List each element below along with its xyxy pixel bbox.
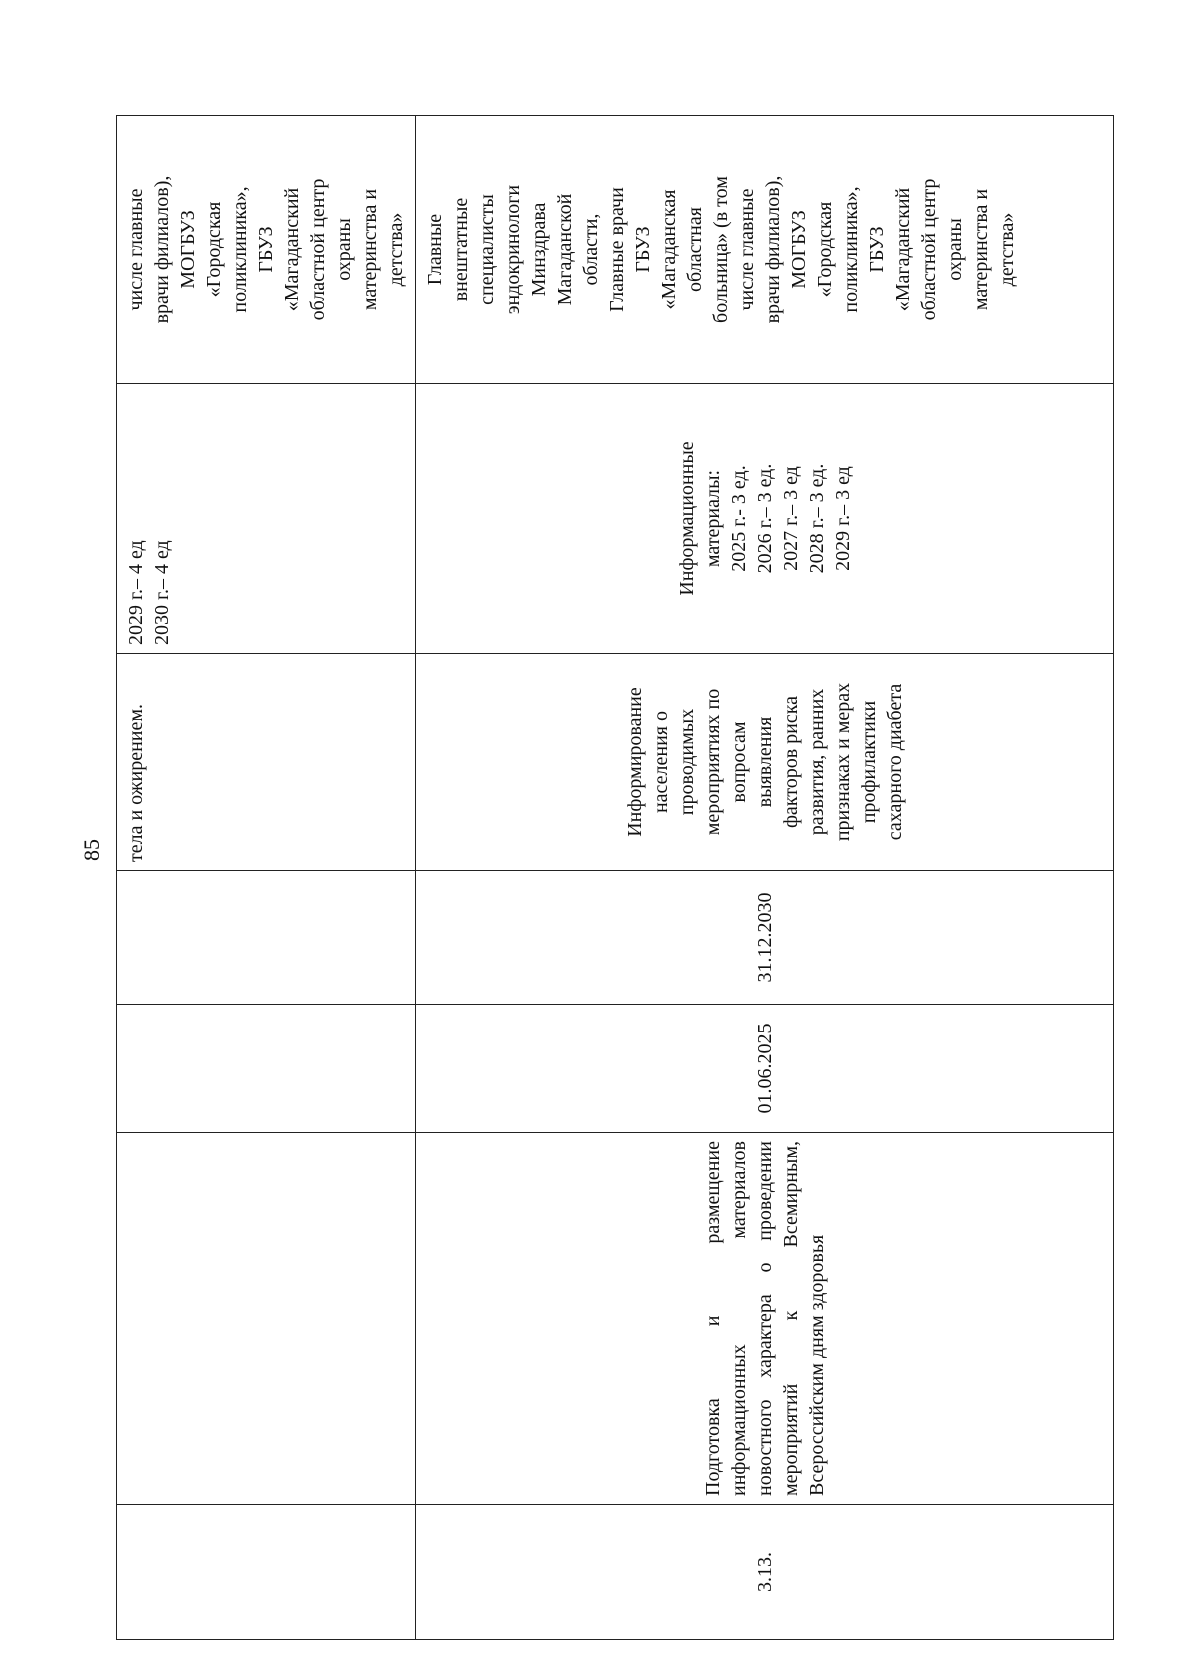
responsible-line: Главные — [424, 213, 446, 286]
responsible-line: материнства и — [359, 188, 381, 311]
indicator-line: 2027 г.– 3 ед — [779, 466, 802, 571]
responsible-line: ГБУЗ — [255, 226, 277, 273]
cell-responsible — [416, 116, 1114, 384]
responsible-line: «Городская — [203, 201, 225, 298]
responsible-line: «Магаданский — [892, 187, 914, 312]
indicator-line: 2025 г.- 3 ед. — [727, 465, 750, 572]
page-number-text: 85 — [79, 839, 104, 861]
responsible-line: области, — [580, 213, 602, 286]
cell-responsible — [117, 116, 416, 384]
responsible-line: врачи филиалов), — [762, 175, 784, 324]
table-row — [416, 116, 1114, 1640]
responsible-line: МОГБУЗ — [177, 210, 199, 289]
responsible-line: специалисты — [476, 194, 498, 305]
activity-text: Подготовка и размещение информационных материалов новостного характера о проведении мероприятий к Всемирным, Всероссийским дням здоровья — [701, 1141, 828, 1496]
cell-activity — [416, 1133, 1114, 1505]
responsible-line: «Городская — [814, 201, 836, 298]
responsible-line: Главные врачи — [606, 187, 628, 312]
result-line: выявления — [753, 716, 776, 808]
cell-start-date — [117, 1005, 416, 1133]
indicator-line: 2029 г.– 3 ед — [831, 466, 854, 571]
responsible-line: областной центр — [918, 178, 940, 321]
cell-start-date: 01.06.2025 — [416, 1005, 1114, 1133]
responsible-line: детства» — [385, 212, 407, 287]
responsible-line: материнства и — [970, 188, 992, 311]
result-line: мероприятиях по — [701, 688, 724, 836]
result-line: сахарного диабета — [883, 683, 906, 841]
cell-end-date — [117, 871, 416, 1005]
responsible-line: ГБУЗ — [866, 226, 888, 273]
result-line: факторов риска — [779, 695, 802, 829]
indicator-line: материалы: — [701, 469, 724, 568]
responsible-line: охраны — [333, 218, 355, 281]
responsible-line: врачи филиалов), — [151, 175, 173, 324]
responsible-line: больница» (в том — [710, 176, 732, 323]
cell-result — [416, 654, 1114, 871]
responsible-line: поликлиника», — [840, 186, 862, 313]
responsible-line: поликлиника», — [229, 186, 251, 313]
indicator-line: 2029 г.– 4 ед — [125, 540, 147, 645]
result-line: тела и ожирением. — [125, 703, 147, 862]
responsible-line: ГБУЗ — [632, 226, 654, 273]
responsible-line: числе главные — [125, 188, 147, 311]
indicator-line: 2026 г.– 3 ед. — [753, 463, 776, 574]
responsible-line: Магаданской — [554, 193, 576, 306]
responsible-line: Минздрава — [528, 202, 550, 297]
responsible-line: внештатные — [450, 197, 472, 302]
responsible-line: МОГБУЗ — [788, 210, 810, 289]
cell-indicator — [117, 384, 416, 654]
result-line: Информирование — [623, 687, 646, 837]
responsible-line: областной центр — [307, 178, 329, 321]
cell-number — [117, 1505, 416, 1640]
result-line: населения о — [649, 710, 672, 814]
table-row — [117, 116, 416, 1640]
cell-activity — [117, 1133, 416, 1505]
cell-result — [117, 654, 416, 871]
indicator-line: Информационные — [675, 441, 698, 596]
indicator-line: 2028 г.– 3 ед. — [805, 463, 828, 574]
responsible-line: охраны — [944, 218, 966, 281]
cell-indicator — [416, 384, 1114, 654]
responsible-line: «Магаданский — [281, 187, 303, 312]
result-line: признаках и мерах — [831, 682, 854, 842]
responsible-line: областная — [684, 207, 706, 292]
activity-table — [116, 115, 1114, 1640]
responsible-line: «Магаданская — [658, 189, 680, 310]
cell-end-date: 31.12.2030 — [416, 871, 1114, 1005]
result-line: вопросам — [727, 721, 750, 803]
result-line: профилактики — [857, 700, 880, 824]
result-line: проводимых — [675, 708, 698, 816]
result-line: развития, ранних — [805, 688, 828, 836]
indicator-line: 2030 г.– 4 ед — [151, 540, 173, 645]
responsible-line: детства» — [996, 212, 1018, 287]
responsible-line: числе главные — [736, 188, 758, 311]
responsible-line: эндокринологи — [502, 184, 524, 315]
rotated-table-sheet — [116, 116, 1114, 1640]
cell-number: 3.13. — [416, 1505, 1114, 1640]
